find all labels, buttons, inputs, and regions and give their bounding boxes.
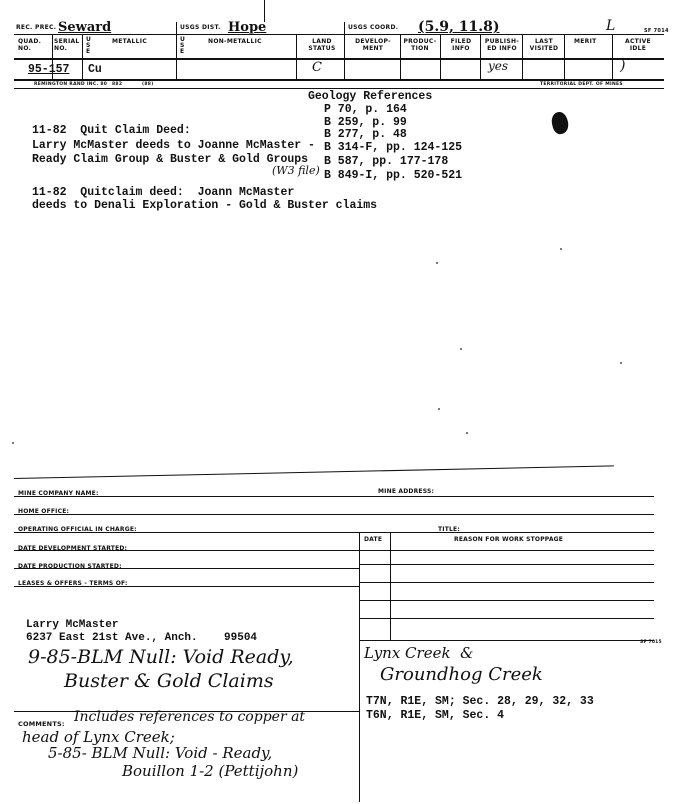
geology-ref-6: B 849-I, pp. 520-521 xyxy=(324,169,463,182)
date-production-label: DATE PRODUCTION STARTED: xyxy=(18,563,122,570)
col-development: DEVELOP-MENT xyxy=(355,38,391,52)
owner-name: Larry McMaster xyxy=(26,619,119,631)
quad-serial-value: 95-157 xyxy=(28,63,70,76)
col-metallic: METALLIC xyxy=(112,38,148,45)
geology-references xyxy=(308,90,463,182)
note-line-1: 11-82 Quit Claim Deed: xyxy=(32,124,191,137)
geology-ref-1: P 70, p. 164 xyxy=(324,103,407,116)
rec-prec-label: REC. PREC. xyxy=(16,24,57,31)
date-development-label: DATE DEVELOPMENT STARTED: xyxy=(18,545,128,552)
comments-label: COMMENTS: xyxy=(18,720,65,728)
handwritten-right-2: Groundhog Creek xyxy=(380,664,543,685)
corner-mark: L xyxy=(606,18,616,34)
printer-code-2: (88) xyxy=(142,82,154,87)
ink-blot xyxy=(549,110,570,135)
metallic-value: Cu xyxy=(88,63,102,76)
location-line-1: T7N, R1E, SM; Sec. 28, 29, 32, 33 xyxy=(366,695,594,708)
form-number-bottom: SF 7015 xyxy=(640,640,662,645)
printer-credit: REMINGTON RAND INC. 80 xyxy=(34,82,108,87)
col-production: PRODUC-TION xyxy=(403,38,437,52)
usgs-coord-value: (5.9, 11.8) xyxy=(418,19,500,35)
comments-line-4: Bouillon 1-2 (Pettijohn) xyxy=(122,762,299,780)
geology-ref-4: B 314-F, pp. 124-125 xyxy=(324,141,463,154)
col-merit: MERIT xyxy=(574,38,597,45)
geology-title: Geology References xyxy=(308,90,433,103)
geology-annotation: (W3 file) xyxy=(272,164,320,177)
col-filed-info: FILED INFO xyxy=(450,38,472,52)
form-number-top: SF 7014 xyxy=(644,28,669,34)
note-line-5: deeds to Denali Exploration - Gold & Buster claims xyxy=(32,199,378,212)
rec-prec-value: Seward xyxy=(58,20,112,35)
usgs-coord-label: USGS COORD. xyxy=(348,24,399,31)
col-non-metallic: NON-METALLIC xyxy=(208,38,262,45)
active-idle-mark: ) xyxy=(620,58,626,74)
mine-address-label: MINE ADDRESS: xyxy=(378,488,435,495)
note-line-2: Larry McMaster deeds to Joanne McMaster - xyxy=(32,139,315,152)
header-grid xyxy=(0,0,678,95)
comments-line-2: head of Lynx Creek; xyxy=(22,728,175,746)
home-office-label: HOME OFFICE: xyxy=(18,508,70,515)
col-use-letters-2: U S E xyxy=(180,36,186,55)
geology-ref-5: B 587, pp. 177-178 xyxy=(324,155,449,168)
comments-line-3: 5-85- BLM Null: Void - Ready, xyxy=(48,744,273,762)
leases-label: LEASES & OFFERS - TERMS OF: xyxy=(18,580,128,587)
title-label: TITLE: xyxy=(438,526,460,533)
printer-code-1: 882 xyxy=(112,82,123,87)
col-published-info: PUBLISH-ED INFO xyxy=(484,38,520,52)
note-line-4: 11-82 Quitclaim deed: Joann McMaster xyxy=(32,186,295,199)
land-status-value: C xyxy=(312,60,322,75)
usgs-dist-value: Hope xyxy=(228,20,267,35)
comments-line-1: Includes references to copper at xyxy=(74,709,306,725)
published-info-value: yes xyxy=(488,59,509,73)
geology-ref-3: B 277, p. 48 xyxy=(324,128,407,141)
date-column-label: DATE xyxy=(364,536,383,543)
handwritten-right-1: Lynx Creek & xyxy=(364,644,474,662)
reason-column-label: REASON FOR WORK STOPPAGE xyxy=(454,536,564,543)
operating-official-label: OPERATING OFFICIAL IN CHARGE: xyxy=(18,526,137,533)
col-quad-no: QUAD. NO. xyxy=(18,38,42,52)
usgs-dist-label: USGS DIST. xyxy=(180,24,221,31)
geology-ref-2: B 259, p. 99 xyxy=(324,116,407,129)
mine-company-name-label: MINE COMPANY NAME: xyxy=(18,490,99,497)
owner-address: 6237 East 21st Ave., Anch. 99504 xyxy=(26,632,258,644)
col-last-visited: LAST VISITED xyxy=(529,38,559,52)
note-line-3: Ready Claim Group & Buster & Gold Groups xyxy=(32,153,309,166)
territorial-dept: TERRITORIAL DEPT. OF MINES xyxy=(540,82,623,87)
col-active-idle: ACTIVE IDLE xyxy=(625,38,651,52)
col-land-status: LAND STATUS xyxy=(308,38,336,52)
location-line-2: T6N, R1E, SM, Sec. 4 xyxy=(366,709,505,722)
col-use-letters: U S E xyxy=(86,36,92,55)
handwritten-left-1: 9-85-BLM Null: Void Ready, xyxy=(28,646,294,668)
handwritten-left-2: Buster & Gold Claims xyxy=(64,670,274,692)
col-serial-no: SERIAL NO. xyxy=(54,38,80,52)
